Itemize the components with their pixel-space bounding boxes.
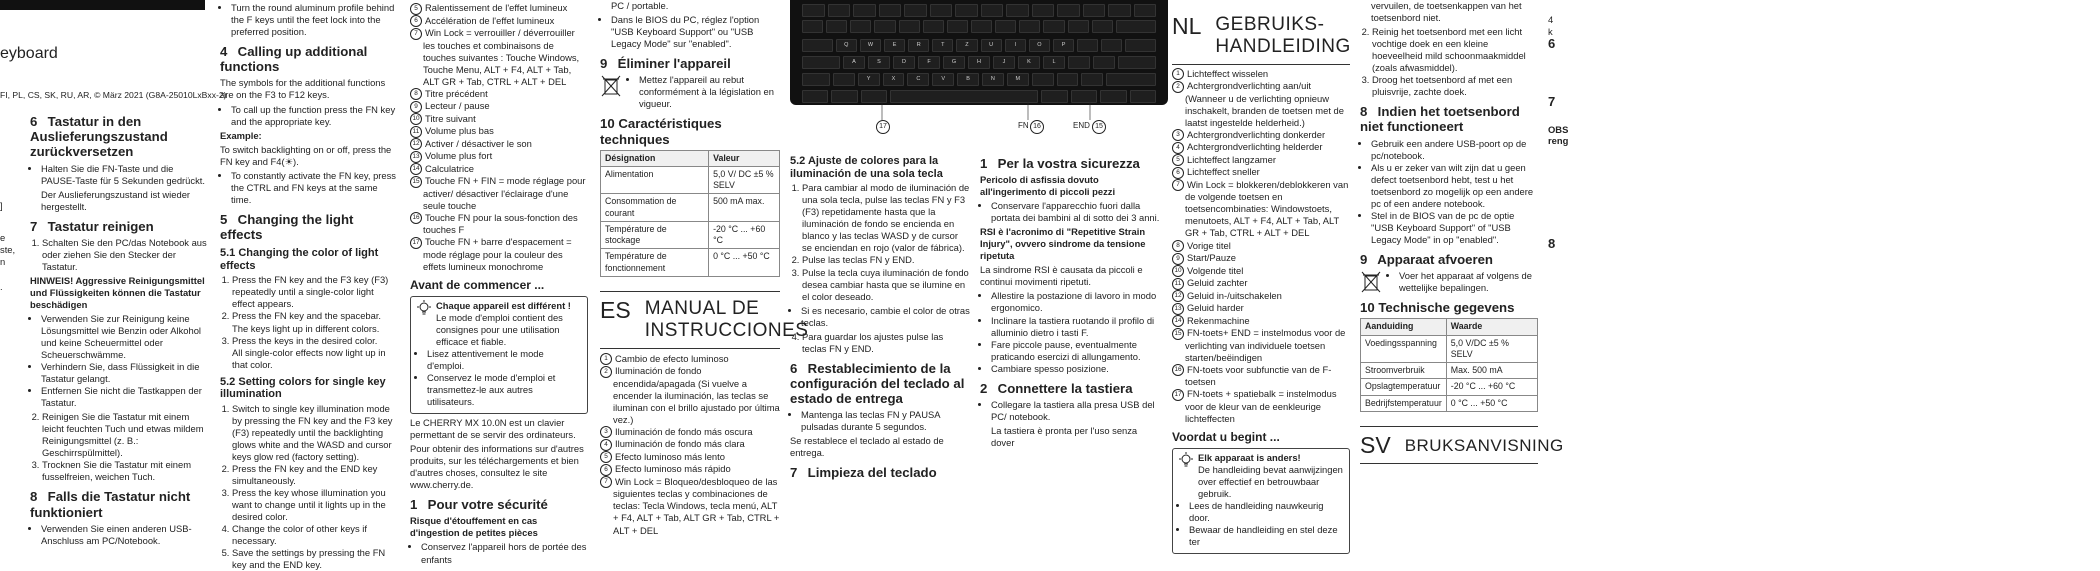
- callout-lines: [790, 100, 1170, 130]
- bullet: • Lees de handleiding nauwkeurig door.: [1189, 500, 1344, 524]
- fragment-text: 8: [1548, 236, 1556, 251]
- bullet: • Verwenden Sie einen anderen USB-Anschluss am PC/Notebook.: [41, 523, 210, 547]
- section-heading: 6 Restablecimiento de la configuración del teclado al estado de entrega: [790, 360, 965, 407]
- bullet: • Gebruik een andere USB-poort op de pc/notebook.: [1371, 138, 1538, 162]
- end-key-label: END: [1073, 121, 1090, 130]
- list-item: 11 Geluid zachter: [1172, 277, 1350, 290]
- step: 2. Press the FN key and the spacebar. The keys light up in different colors.: [232, 310, 398, 334]
- step: 4. Change the color of other keys if necessary.: [232, 523, 398, 547]
- step: 3. Pulse la tecla cuya iluminación de fondo desea cambiar hasta que se ilumine en el color deseado.: [802, 267, 970, 303]
- lightbulb-icon: [1178, 452, 1194, 468]
- bullet: • Verhindern Sie, dass Flüssigkeit in die Tastatur gelangt.: [41, 361, 210, 385]
- section-heading: 10 Technische gegevens: [1360, 300, 1515, 316]
- list-item: 17 FN-toets + spatiebalk = instelmodus voor de kleur van de eenkleurige lichteffecten: [1172, 388, 1350, 425]
- paragraph: Pour obtenir des informations sur d'autres produits, sur les téléchargements et bien d'autres choses, consultez le site www.cherry.de.: [410, 443, 584, 491]
- bullet: • Conservez le mode d'emploi et transmettez-le aux autres utilisateurs.: [427, 372, 582, 408]
- paragraph: PC / portable.: [611, 0, 669, 11]
- bullet: • Collegare la tastiera alla presa USB del PC/ notebook.: [991, 399, 1160, 423]
- list-item: 13 Volume plus fort: [410, 150, 588, 163]
- list-item: 6 Efecto luminoso más rápido: [600, 463, 780, 476]
- list-item: 3 Achtergrondverlichting donkerder: [1172, 129, 1350, 142]
- warning-heading: RSI è l'acronimo di "Repetitive Strain Injury", ovvero sindrome da tensione ripetuta: [980, 226, 1146, 262]
- section-heading: 8 Falls die Tastatur nicht funktioniert: [30, 489, 191, 520]
- bullet: • Inclinare la tastiera ruotando il profilo di alluminio dietro i tasti F.: [991, 315, 1160, 339]
- bullet: • Mettez l'appareil au rebut conformément à la législation en vigueur.: [639, 74, 780, 110]
- list-item: 1 Lichteffect wisselen: [1172, 68, 1350, 81]
- note-text: De handleiding bevat aanwijzingen over effectief en betrouwbaar gebruik.: [1198, 463, 1343, 499]
- step: 4. Para guardar los ajustes pulse las teclas FN y END.: [802, 331, 970, 355]
- bullet: • To constantly activate the FN key, press the CTRL and FN keys at the same time.: [231, 170, 398, 206]
- step: 2. Press the FN key and the END key simultaneously.: [232, 463, 398, 487]
- col-italian: [980, 150, 1160, 473]
- section-heading: 7 Tastatur reinigen: [30, 218, 154, 234]
- bullet: • Turn the round aluminum profile behind the F keys until the feet lock into the preferred position.: [231, 2, 398, 38]
- fragment-text: ste,: [0, 244, 16, 255]
- list-item: 7 Win Lock = Bloqueo/desbloqueo de las siguientes teclas y combinaciones de teclas: Tecla Windows, tecla menú, ALT + F4, ALT + Tab, ALT GR + Tab, CTRL + ALT + DEL: [600, 476, 780, 537]
- list-item: 12 Activer / désactiver le son: [410, 138, 588, 151]
- col-english: [220, 0, 398, 571]
- step: 3. Trocknen Sie die Tastatur mit einem fusselfreien, weichen Tuch.: [42, 459, 210, 483]
- step: 1. Press the FN key and the F3 key (F3) repeatedly until a single-color light effect appears.: [232, 274, 398, 310]
- black-bar: [0, 0, 205, 10]
- crossed-bin-icon: [600, 74, 622, 98]
- warning-heading: HINWEIS! Aggressive Reinigungsmittel und Flüssigkeiten können die Tastatur beschädigen: [30, 274, 205, 310]
- example-label: Example:: [220, 129, 262, 141]
- warning-heading: Risque d'étouffement en cas d'ingestion de petites pièces: [410, 515, 538, 539]
- col-french-spanish: [600, 0, 809, 536]
- section-heading: 10 Caractéristiques techniques: [600, 116, 722, 147]
- step: 1. Switch to single key illumination mode by pressing the FN key and the F3 key (F3) repeatedly until the backlighting glows white and the WASD and cursor keys glow red (factory setting).: [232, 403, 398, 463]
- list-item: 16 Touche FN pour la sous-fonction des touches F: [410, 212, 588, 237]
- list-item: 5 Lichteffect langzamer: [1172, 154, 1350, 167]
- section-heading: 1 Per la vostra sicurezza: [980, 156, 1140, 171]
- list-item: 8 Vorige titel: [1172, 240, 1350, 253]
- title-fragment: eyboard: [0, 45, 58, 62]
- fragment-text: e: [0, 232, 6, 243]
- paragraph: The symbols for the additional functions are on the F3 to F12 keys.: [220, 77, 386, 101]
- step: 3. Press the keys in the desired color. All single-color effects now light up in that color.: [232, 335, 398, 371]
- fragment-text: 4: [1548, 14, 1554, 25]
- fn-key-label: FN: [1018, 121, 1029, 130]
- note-title: Chaque appareil est différent !: [436, 299, 571, 311]
- list-item: 4 Iluminación de fondo más clara: [600, 438, 780, 451]
- bullet: • Halten Sie die FN-Taste und die PAUSE-Taste für 5 Sekunden gedrückt.: [41, 163, 210, 187]
- crossed-bin-icon: [1360, 270, 1382, 294]
- bullet: • Entfernen Sie nicht die Tastkappen der Tastatur.: [41, 385, 210, 409]
- list-item: 11 Volume plus bas: [410, 125, 588, 138]
- section-heading: 5 Changing the light effects: [220, 211, 354, 242]
- fragment-text: n: [0, 256, 6, 267]
- bullet: • Verwenden Sie zur Reinigung keine Lösungsmittel wie Benzin oder Alkohol und keine Scheuermittel oder Scheuerschwämme.: [41, 313, 210, 361]
- list-item: 2 Achtergrondverlichting aan/uit (Wanneer u de verlichting opnieuw inschakelt, branden de toetsen met de laatst ingestelde helderheid.): [1172, 80, 1350, 129]
- col-dutch: [1172, 0, 1351, 547]
- fragment-text: reng: [1548, 135, 1569, 146]
- paragraph: La sindrome RSI è causata da piccoli e continui movimenti ripetuti.: [980, 264, 1143, 288]
- bullet: • Conservare l'apparecchio fuori dalla portata dei bambini al di sotto dei 3 anni.: [991, 200, 1160, 224]
- subsection-heading: 5.2 Setting colors for single key illumination: [220, 375, 386, 401]
- col-right-edge: [1548, 0, 2100, 473]
- list-item: 8 Titre précédent: [410, 88, 588, 101]
- list-item: 10 Titre suivant: [410, 113, 588, 126]
- bullet: • Bewaar de handleiding en stel deze ter: [1189, 524, 1344, 548]
- bullet: • Cambiare spesso posizione.: [991, 363, 1160, 375]
- list-item: 5 Ralentissement de l'effet lumineux: [410, 2, 588, 15]
- fragment-text: k: [1548, 26, 1553, 37]
- language-heading-sv: SV BRUKSANVISNING: [1360, 431, 1564, 458]
- step: 3. Droog het toetsenbord af met een pluisvrije, zachte doek.: [1372, 74, 1538, 98]
- fragment-text: 6: [1548, 36, 1556, 51]
- language-heading-es: ES MANUAL DE INSTRUCCIONES: [600, 296, 809, 341]
- info-note: [1172, 448, 1350, 554]
- step: 2. Pulse las teclas FN y END.: [802, 254, 970, 266]
- paragraph: Le CHERRY MX 10.0N est un clavier permettant de se servir des ordinateurs.: [410, 417, 576, 441]
- list-item: 7 Win Lock = verrouiller / déverrouiller les touches et combinaisons de touches suivantes : Touche Windows, Touche Menu, ALT + F4, ALT + Tab, ALT GR + Tab, CTRL + ALT + DEL: [410, 27, 588, 88]
- list-item: 13 Geluid harder: [1172, 302, 1350, 315]
- col-spanish: [790, 150, 970, 481]
- note-title: Elk apparaat is anders!: [1198, 451, 1301, 463]
- paragraph: La tastiera è pronta per l'uso senza dover: [991, 424, 1138, 448]
- section-heading: 4 Calling up additional functions: [220, 44, 368, 75]
- list-item: 16 FN-toets voor subfunctie van de F-toetsen: [1172, 364, 1350, 389]
- bullet: • Mantenga las teclas FN y PAUSA pulsadas durante 5 segundos.: [801, 409, 970, 433]
- step: 1. Schalten Sie den PC/das Notebook aus oder ziehen Sie den Stecker der Tastatur.: [42, 237, 210, 273]
- list-item: 5 Efecto luminoso más lento: [600, 451, 780, 464]
- spec-table: Aanduiding Waarde Voedingsspanning 5,0 V/DC ±5 % SELV Stroomverbruik Max. 500 mA Opslagtemperatuur -20 °C ... +60 °C Bedrijfstemperatuur 0 °C ... +50 °C: [1360, 318, 1538, 412]
- list-item: 12 Geluid in-/uitschakelen: [1172, 290, 1350, 303]
- fragment-text: .: [0, 281, 3, 292]
- list-item: 4 Achtergrondverlichting helderder: [1172, 141, 1350, 154]
- list-item: 9 Start/Pauze: [1172, 252, 1350, 265]
- list-item: 6 Lichteffect sneller: [1172, 166, 1350, 179]
- lightbulb-icon: [416, 300, 432, 316]
- section-heading: 6 Tastatur in den Auslieferungszustand zurückversetzen: [30, 114, 168, 160]
- language-heading-nl: NL GEBRUIKS- HANDLEIDING: [1172, 13, 1351, 57]
- step: 2. Reinig het toetsenbord met een licht vochtige doek en een kleine hoeveelheid mild schoonmaakmiddel (zoals afwasmiddel).: [1372, 26, 1538, 74]
- bullet: • Als u er zeker van wilt zijn dat u geen defect toetsenbord hebt, test u het toetsenbord zo mogelijk op een andere pc of een andere notebook.: [1371, 162, 1538, 210]
- bullet: • Allestire la postazione di lavoro in modo ergonomico.: [991, 290, 1160, 314]
- subsection-heading: 5.2 Ajuste de colores para la iluminación de una sola tecla: [790, 155, 943, 180]
- doc-meta: FI, PL, CS, SK, RU, AR, © März 2021 (G8A-25010LxBxx-2): [0, 90, 227, 100]
- warning-heading: Pericolo di asfissia dovuto all'ingerimento di piccoli pezzi: [980, 174, 1116, 198]
- section-heading: 2 Connettere la tastiera: [980, 380, 1133, 396]
- bullet: • Voer het apparaat af volgens de wettelijke bepalingen.: [1399, 270, 1538, 294]
- keyboard-illustration: Q W E R T Z U I O P A S D F G H J K L Y X C V B N M: [790, 0, 1168, 105]
- fragment-text: OBS: [1548, 124, 1569, 135]
- list-item: 14 Rekenmachine: [1172, 315, 1350, 328]
- list-item: 15 FN-toets+ END = instelmodus voor de verlichting van individuele toetsen starten/beëindigen: [1172, 327, 1350, 364]
- bullet: • Conservez l'appareil hors de portée des enfants: [421, 541, 588, 565]
- col-french: [410, 0, 588, 565]
- section-heading: 7 Limpieza del teclado: [790, 465, 937, 481]
- section-heading: 1 Pour votre sécurité: [410, 497, 548, 513]
- list-item: 7 Win Lock = blokkeren/deblokkeren van de volgende toetsen en toetsencombinaties: Windowstoets, menutoets, ALT + F4, ALT + Tab, ALT GR + Tab, CTRL + ALT + DEL: [1172, 179, 1350, 240]
- paragraph: To switch backlighting on or off, press the FN key and F4(☀).: [220, 143, 392, 167]
- callout-15: 15: [1092, 120, 1106, 134]
- section-heading: 9 Éliminer l'appareil: [600, 56, 731, 72]
- callout-16: 16: [1030, 120, 1044, 134]
- before-start-heading: Avant de commencer ...: [410, 277, 545, 292]
- before-start-heading: Voordat u begint ...: [1172, 429, 1280, 444]
- list-item: 15 Touche FN + FIN = mode réglage pour activer/ désactiver l'éclairage d'une seule touche: [410, 175, 588, 212]
- step: 2. Reinigen Sie die Tastatur mit einem leicht feuchten Tuch und etwas mildem Reinigungsmittel (z. B.: Geschirrspülmittel).: [42, 411, 210, 459]
- bullet: • Dans le BIOS du PC, réglez l'option "USB Keyboard Support" ou "USB Legacy Mode" sur "enabled".: [611, 14, 780, 50]
- col-german: [30, 108, 210, 546]
- list-item: 10 Volgende titel: [1172, 265, 1350, 278]
- bullet: • Fare piccole pause, eventualmente praticando esercizi di allungamento.: [991, 339, 1160, 363]
- list-item: 9 Lecteur / pause: [410, 100, 588, 113]
- step: 5. Save the settings by pressing the FN key and the END key.: [232, 547, 398, 571]
- bullet: • Lisez attentivement le mode d'emploi.: [427, 348, 582, 372]
- paragraph: Se restablece el teclado al estado de entrega.: [790, 435, 944, 459]
- fragment-text: 7: [1548, 94, 1556, 109]
- paragraph: Der Auslieferungszustand ist wieder hergestellt.: [41, 188, 191, 212]
- list-item: 14 Calculatrice: [410, 163, 588, 176]
- list-item: 3 Iluminación de fondo más oscura: [600, 426, 780, 439]
- paragraph: vervuilen, de toetsenkappen van het toetsenbord niet.: [1371, 0, 1522, 24]
- list-item: 2 Iluminación de fondo encendida/apagada (Si vuelve a encender la iluminación, las teclas se iluminan con el brillo ajustado por última vez.): [600, 365, 780, 426]
- info-note: [410, 296, 588, 414]
- list-item: 6 Accélération de l'effet lumineux: [410, 15, 588, 28]
- step: 3. Press the key whose illumination you want to change until it lights up in the desired color.: [232, 487, 398, 523]
- subsection-heading: 5.1 Changing the color of light effects: [220, 247, 379, 272]
- callout-17: 17: [876, 120, 890, 134]
- bullet: • Si es necesario, cambie el color de otras teclas.: [801, 305, 970, 329]
- section-heading: 9 Apparaat afvoeren: [1360, 251, 1493, 267]
- section-heading: 8 Indien het toetsenbord niet functioneert: [1360, 104, 1520, 135]
- list-item: 1 Cambio de efecto luminoso: [600, 353, 780, 366]
- step: 1. Para cambiar al modo de iluminación de una sola tecla, pulse las teclas FN y F3 (F3) repetidamente hasta que la iluminación de fondo se encienda en blanco y las teclas WASD y de cursor se enciendan en rojo (valor de fábrica).: [802, 182, 970, 254]
- bullet: • To call up the function press the FN key and the appropriate key.: [231, 104, 398, 128]
- list-item: 17 Touche FN + barre d'espacement = mode réglage pour la couleur des effets lumineux monochrome: [410, 236, 588, 273]
- note-text: Le mode d'emploi contient des consignes pour une utilisation efficace et fiable.: [436, 311, 563, 347]
- fragment-text: ]: [0, 200, 3, 211]
- spec-table: Désignation Valeur Alimentation 5,0 V/ DC ±5 % SELV Consommation de courant 500 mA max. Température de stockage -20 °C ... +60 °C Température de fonctionnement 0 °C ... +50 °C: [600, 150, 780, 277]
- bullet: • Stel in de BIOS van de pc de optie "USB Keyboard Support" of "USB Legacy Mode" in op "enabled".: [1371, 210, 1538, 246]
